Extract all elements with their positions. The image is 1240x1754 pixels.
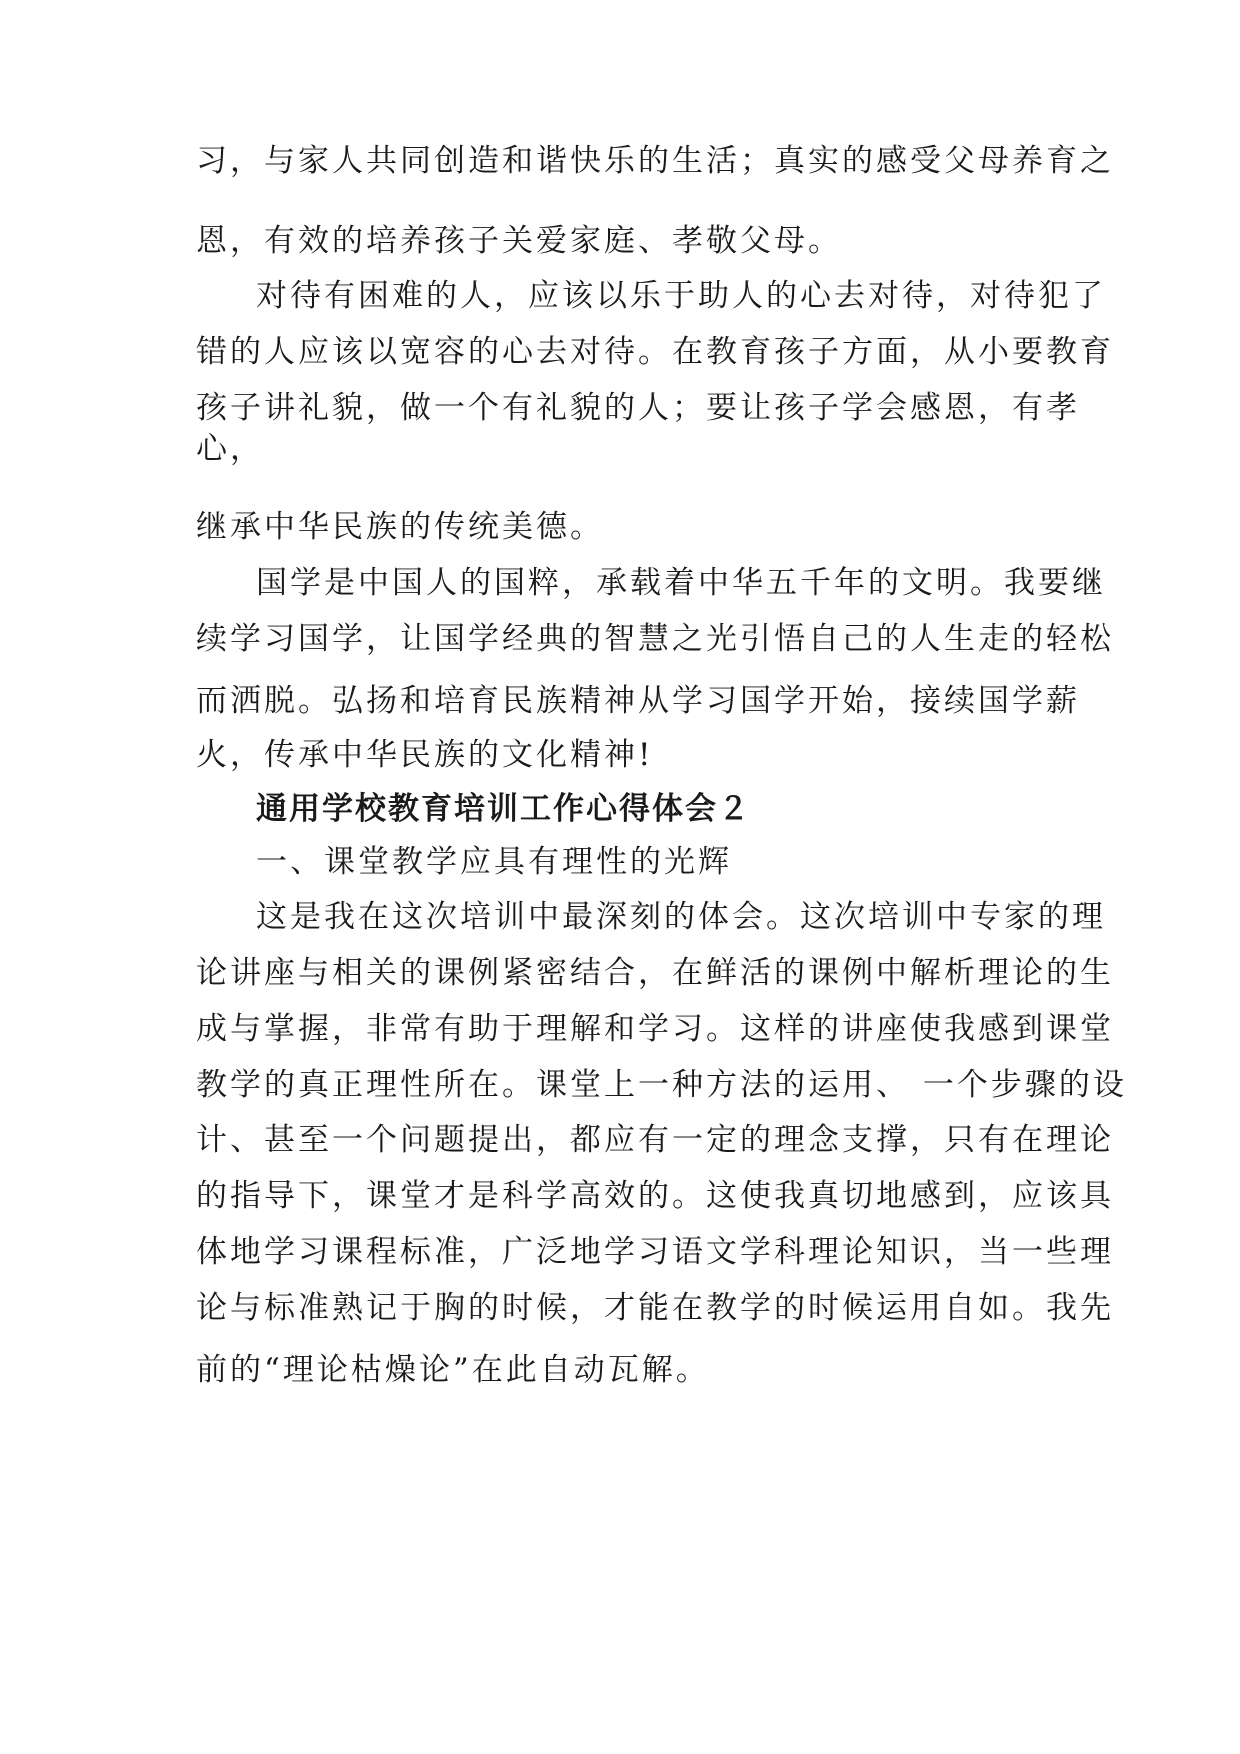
text-line: 恩，有效的培养孩子关爱家庭、孝敬父母。 xyxy=(196,223,842,259)
text-line: 论讲座与相关的课例紧密结合，在鲜活的课例中解析理论的生 xyxy=(196,955,1114,991)
text-line: 错的人应该以宽容的心去对待。在教育孩子方面，从小要教育 xyxy=(196,334,1114,370)
text-line: 而洒脱。弘扬和培育民族精神从学习国学开始，接续国学薪 xyxy=(196,683,1080,719)
text-line: 一、课堂教学应具有理性的光辉 xyxy=(256,844,732,880)
text-line: 习，与家人共同创造和谐快乐的生活；真实的感受父母养育之 xyxy=(196,143,1114,179)
text-line: 这是我在这次培训中最深刻的体会。这次培训中专家的理 xyxy=(256,899,1106,935)
text-line: 国学是中国人的国粹，承载着中华五千年的文明。我要继 xyxy=(256,565,1106,601)
text-line: 孩子讲礼貌，做一个有礼貌的人；要让孩子学会感恩，有孝 xyxy=(196,390,1080,426)
text-line: 火，传承中华民族的文化精神! xyxy=(196,737,654,773)
text-line: 继承中华民族的传统美德。 xyxy=(196,509,604,545)
text-line: 的指导下，课堂才是科学高效的。这使我真切地感到，应该具 xyxy=(196,1178,1114,1214)
text-line: 对待有困难的人，应该以乐于助人的心去对待，对待犯了 xyxy=(256,278,1106,314)
text-line: 成与掌握，非常有助于理解和学习。这样的讲座使我感到课堂 xyxy=(196,1011,1114,1047)
text-line: 前的“理论枯燥论”在此自动瓦解。 xyxy=(196,1352,710,1388)
text-line: 体地学习课程标准，广泛地学习语文学科理论知识，当一些理 xyxy=(196,1234,1114,1270)
text-line: 心， xyxy=(196,431,264,467)
section-heading: 通用学校教育培训工作心得体会２ xyxy=(256,791,751,827)
text-line: 续学习国学，让国学经典的智慧之光引悟自己的人生走的轻松 xyxy=(196,621,1114,657)
text-line: 教学的真正理性所在。课堂上一种方法的运用、 一个步骤的设 xyxy=(196,1067,1127,1103)
text-line: 论与标准熟记于胸的时候，才能在教学的时候运用自如。我先 xyxy=(196,1290,1114,1326)
text-line: 计、甚至一个问题提出，都应有一定的理念支撑，只有在理论 xyxy=(196,1122,1114,1158)
